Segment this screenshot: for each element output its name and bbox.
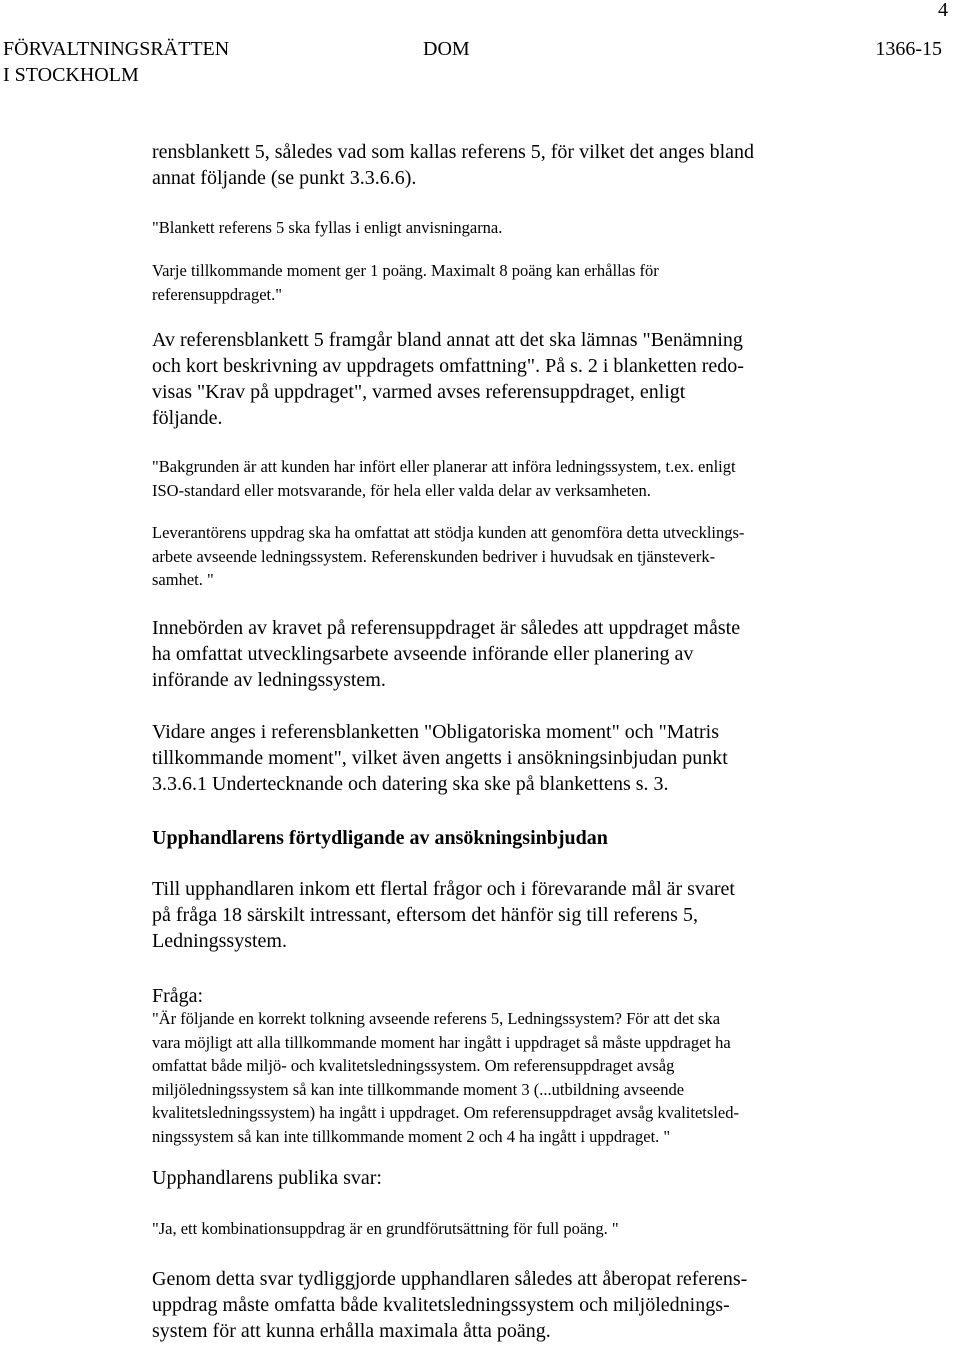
- text-line: omfattat både miljö- och kvalitetsledningssystem. Om referensuppdraget avsåg: [152, 1056, 675, 1075]
- text-line: "Ja, ett kombinationsuppdrag är en grundförutsättning för full poäng. ": [152, 1219, 619, 1238]
- section-heading: [152, 825, 608, 851]
- text-line: införande av ledningssystem.: [152, 669, 386, 691]
- text-line: miljöledningssystem så kan inte tillkommande moment 3 (...utbildning avseende: [152, 1079, 685, 1099]
- paragraph: [152, 615, 740, 693]
- text-line: "Är följande en korrekt tolkning avseende referens 5, Ledningssystem? För att det ska: [152, 1009, 721, 1028]
- paragraph: [152, 1266, 747, 1344]
- court-name-line-1: FÖRVALTNINGSRÄTTEN: [3, 38, 230, 60]
- text-line: Av referensblankett 5 framgår bland annat att det ska lämnas "Benämning: [152, 329, 743, 351]
- quote-paragraph: [152, 455, 736, 502]
- paragraph: [152, 876, 735, 954]
- text-line: Till upphandlaren inkom ett flertal frågor och i förevarande mål är svaret: [152, 878, 735, 900]
- text-line: Genom detta svar tydliggjorde upphandlaren således att åberopat referens-: [152, 1268, 748, 1290]
- text-line: Varje tillkommande moment ger 1 poäng. Maximalt 8 poäng kan erhållas för: [152, 261, 659, 280]
- text-line: samhet. ": [152, 570, 214, 589]
- text-line: Vidare anges i referensblanketten "Obligatoriska moment" och "Matris: [152, 721, 720, 743]
- text-line: kvalitetsledningssystem) ha ingått i uppdraget. Om referensuppdraget avsåg kvalitetsled-: [152, 1103, 739, 1122]
- text-line: uppdrag måste omfatta både kvalitetsledningssystem och miljölednings-: [152, 1294, 730, 1316]
- text-line: följande.: [152, 407, 223, 429]
- court-name: [3, 36, 229, 88]
- text-line: Innebörden av kravet på referensuppdraget är således att uppdraget måste: [152, 617, 741, 639]
- text-line: Ledningssystem.: [152, 930, 287, 952]
- quote-paragraph: [152, 259, 659, 306]
- text-line: system för att kunna erhålla maximala åtta poäng.: [152, 1320, 551, 1342]
- document-type: DOM: [423, 38, 470, 60]
- paragraph: [152, 719, 728, 797]
- text-line: Leverantörens uppdrag ska ha omfattat att stödja kunden att genomföra detta utvecklings-: [152, 523, 745, 542]
- quote-paragraph: [152, 521, 744, 592]
- text-line: ha omfattat utvecklingsarbete avseende införande eller planering av: [152, 643, 694, 665]
- text-line: annat följande (se punkt 3.3.6.6).: [152, 167, 417, 189]
- text-line: ISO-standard eller motsvarande, för hela eller valda delar av verksamheten.: [152, 480, 651, 500]
- quote-paragraph: [152, 1217, 619, 1241]
- text-line: rensblankett 5, således vad som kallas referens 5, för vilket det anges bland: [152, 141, 755, 163]
- paragraph: [152, 327, 744, 431]
- text-line: tillkommande moment", vilket även angetts i ansökningsinbjudan punkt: [152, 747, 728, 769]
- text-line: Fråga:: [152, 985, 204, 1007]
- text-line: på fråga 18 särskilt intressant, eftersom det hänför sig till referens 5,: [152, 904, 698, 926]
- text-line: Upphandlarens publika svar:: [152, 1167, 382, 1189]
- text-line: ningssystem så kan inte tillkommande moment 2 och 4 ha ingått i uppdraget. ": [152, 1126, 671, 1146]
- text-line: 3.3.6.1 Undertecknande och datering ska ske på blankettens s. 3.: [152, 773, 669, 795]
- text-line: arbete avseende ledningssystem. Referenskunden bedriver i huvudsak en tjänsteverk-: [152, 546, 716, 566]
- paragraph: [152, 139, 754, 191]
- heading-text: Upphandlarens förtydligande av ansökningsinbjudan: [152, 827, 608, 849]
- text-line: vara möjligt att alla tillkommande moment har ingått i uppdraget så måste uppdraget ha: [152, 1032, 731, 1052]
- page-number: 4: [938, 0, 948, 21]
- case-number: 1366-15: [875, 38, 942, 60]
- question-label: [152, 983, 203, 1009]
- text-line: referensuppdraget.": [152, 284, 282, 304]
- text-line: och kort beskrivning av uppdragets omfattning". På s. 2 i blanketten redo-: [152, 355, 744, 377]
- quote-paragraph: [152, 216, 502, 240]
- document-header: [3, 36, 942, 92]
- text-line: visas "Krav på uppdraget", varmed avses referensuppdraget, enligt: [152, 381, 686, 403]
- court-name-line-2: I STOCKHOLM: [3, 64, 139, 86]
- text-line: "Blankett referens 5 ska fyllas i enligt anvisningarna.: [152, 218, 503, 237]
- answer-label: [152, 1165, 382, 1191]
- quote-paragraph: [152, 1007, 739, 1148]
- text-line: "Bakgrunden är att kunden har infört eller planerar att införa ledningssystem, t.ex. enligt: [152, 457, 736, 476]
